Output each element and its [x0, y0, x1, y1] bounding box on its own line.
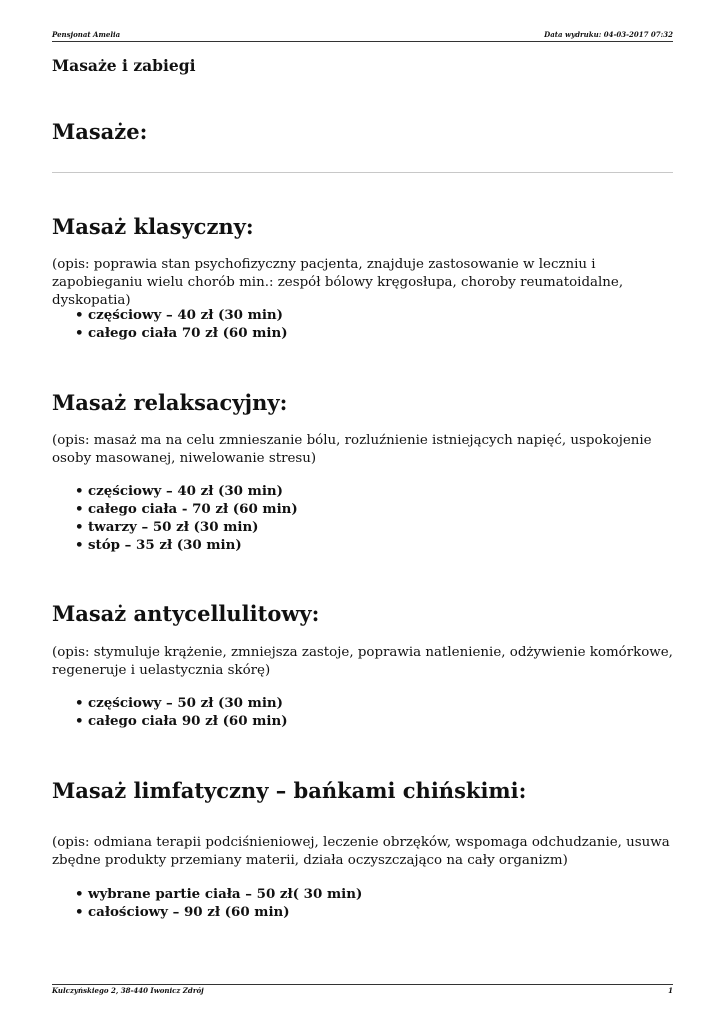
footer-address: Kulczyńskiego 2, 38-440 Iwonicz Zdrój — [52, 986, 204, 995]
list-item: • całego ciała 70 zł (60 min) — [75, 324, 673, 342]
list-item: • stóp – 35 zł (30 min) — [75, 536, 673, 554]
massage-title-anticellulite: Masaż antycellulitowy: — [52, 601, 320, 626]
page-number: 1 — [668, 986, 673, 995]
massage-title-relaxing: Masaż relaksacyjny: — [52, 390, 288, 415]
price-list-anticellulite — [75, 694, 673, 730]
price-list-lymphatic — [75, 885, 673, 921]
list-item: • całościowy – 90 zł (60 min) — [75, 903, 673, 921]
massage-description-classic: (opis: poprawia stan psychofizyczny pacjenta, znajduje zastosowanie w leczniu i zapobieganiu wielu chorób min.: zespół bólowy kręgosłupa, choroby reumatoidalne, dyskopatia) — [52, 257, 624, 308]
massage-title-lymphatic: Masaż limfatyczny – bańkami chińskimi: — [52, 778, 527, 803]
massage-description-lymphatic: (opis: odmiana terapii podciśnieniowej, leczenie obrzęków, wspomaga odchudzanie, usuwa zbędne produkty przemiany materii, działa oczyszczająco na cały organizm) — [52, 835, 670, 868]
running-footer — [52, 984, 673, 995]
massage-title-classic: Masaż klasyczny: — [52, 214, 254, 239]
list-item: • wybrane partie ciała – 50 zł( 30 min) — [75, 885, 673, 903]
list-item: • częściowy – 40 zł (30 min) — [75, 482, 673, 500]
header-print-date: Data wydruku: 04-03-2017 07:32 — [544, 30, 673, 39]
list-item: • częściowy – 50 zł (30 min) — [75, 694, 673, 712]
list-item: • twarzy – 50 zł (30 min) — [75, 518, 673, 536]
running-header — [52, 30, 673, 42]
list-item: • całego ciała 90 zł (60 min) — [75, 712, 673, 730]
price-list-relaxing — [75, 482, 673, 554]
header-site-name: Pensjonat Amelia — [52, 30, 121, 39]
list-item: • całego ciała - 70 zł (60 min) — [75, 500, 673, 518]
list-item: • częściowy – 40 zł (30 min) — [75, 306, 673, 324]
section-title: Masaże: — [52, 119, 148, 144]
massage-description-anticellulite: (opis: stymuluje krążenie, zmniejsza zastoje, poprawia natlenienie, odżywienie komórkowe, regeneruje i uelastycznia skórę) — [52, 645, 673, 678]
massage-description-relaxing: (opis: masaż ma na celu zmnieszanie bólu, rozluźnienie istniejących napięć, uspokojenie osoby masowanej, niwelowanie stresu) — [52, 433, 652, 466]
price-list-classic — [75, 306, 673, 342]
document-title: Masaże i zabiegi — [52, 56, 196, 75]
section-divider — [52, 172, 673, 173]
